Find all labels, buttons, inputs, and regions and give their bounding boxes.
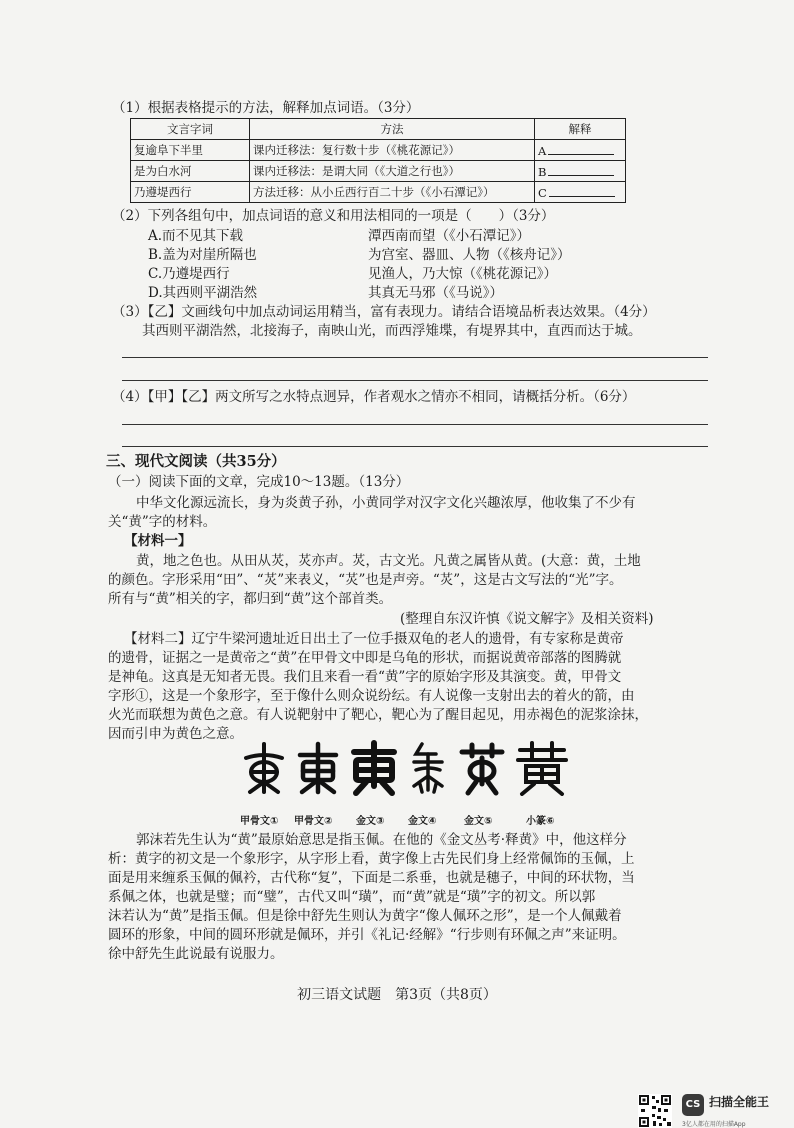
- intro-line: 关“黄”字的材料。: [108, 514, 217, 530]
- q3-quote: 其西则平湖浩然，北接海子，南映山光，而西浮雉堞，有堤界其中，直西而达于城。: [142, 323, 642, 339]
- q2-option-right: 潭西南而望（《小石潭记》）: [368, 228, 530, 244]
- table-cell-answer: [535, 182, 626, 203]
- q2-option-right: 为宫室、器皿、人物（《核舟记》）: [368, 247, 571, 263]
- material2-line: 火光而联想为黄色之意。有人说靶射中了靶心，靶心为了醒目起见，用赤褐色的泥浆涂抹，: [108, 707, 648, 723]
- material-title: 【材料一】: [124, 533, 192, 549]
- table-cell-answer: [535, 161, 626, 182]
- material2-line: 因而引申为黄色之意。: [108, 726, 243, 742]
- material3-line: 析：黄字的初文是一个象形字，从字形上看，黄字像上古先民们身上经常佩饰的玉佩，上: [108, 851, 635, 867]
- q1-prompt: （1）根据表格提示的方法，解释加点词语。（3分）: [112, 100, 420, 116]
- page-footer: 初三语文试题 第3页（共8页）: [297, 987, 497, 1003]
- table-header: 文言字词: [131, 119, 250, 140]
- glyph-label: 金文④: [408, 816, 437, 827]
- q2-option-right: 其真无马邪（《马说》）: [368, 285, 503, 301]
- material2-line: 的遗骨，证据之一是黄帝之“黄”在甲骨文中即是乌龟的形状，而据说黄帝部落的图腾就: [108, 650, 622, 666]
- material2-line: 是神龟。这真是无知者无畏。我们且来看一看“黄”字的原始字形及其演变。黄，甲骨文: [108, 669, 622, 685]
- oracle-bone-glyph-2: [290, 740, 346, 796]
- answer-line: [122, 446, 708, 447]
- table-header: 方法: [250, 119, 535, 140]
- table-cell-answer: [535, 140, 626, 161]
- q2-option-left: B.盖为对崖所隔也: [148, 247, 257, 263]
- table-cell-word: 乃遵堤西行: [131, 182, 250, 203]
- material3-line: 系佩之体，也就是璧；而“璧”，古代又叫“璜”，而“黄”就是“璜”字的初文。所以郭: [108, 889, 596, 905]
- material1-line: 所有与“黄”相关的字，都归到“黄”这个部首类。: [108, 591, 393, 607]
- material3-line: 面是用来缠系玉佩的佩衿，古代称“复”，下面是二系垂，也就是穗子，中间的环状物，当: [108, 870, 635, 886]
- answer-line: [122, 357, 708, 358]
- material3-line: 圆环的形象，中间的圆环形就是佩环，并引《礼记·经解》“行步则有环佩之声”来证明。: [108, 927, 626, 943]
- table-row: [131, 182, 626, 203]
- answer-label: A: [538, 143, 547, 158]
- q4-prompt: （4）【甲】【乙】两文所写之水特点迥异，作者观水之情亦不相同，请概括分析。（6分）: [112, 389, 636, 405]
- table-cell-word: 复逾阜下半里: [131, 140, 250, 161]
- table-header-row: [131, 119, 626, 140]
- q2-prompt: （2）下列各组句中，加点词语的意义和用法相同的一项是（ ）（3分）: [112, 208, 555, 224]
- table-header: 解释: [535, 119, 626, 140]
- material3-line: 徐中舒先生此说最有说服力。: [108, 946, 284, 962]
- answer-label: B: [538, 164, 547, 179]
- q2-option-right: 见渔人，乃大惊（《桃花源记》）: [368, 266, 557, 282]
- answer-blank: [548, 143, 614, 155]
- glyph-label: 甲骨文②: [294, 816, 333, 827]
- glyph-label: 甲骨文①: [240, 816, 279, 827]
- material1-line: 的颜色。字形采用“田”、“炗”来表义，“炗”也是声旁。“炗”，这是古文写法的“光”字。: [108, 572, 623, 588]
- watermark-tagline: 3亿人都在用的扫描App: [682, 1121, 746, 1128]
- answer-blank: [548, 164, 614, 176]
- glyph-label: 金文③: [356, 816, 385, 827]
- bronze-glyph-4: [400, 740, 456, 796]
- glyph-label: 小篆⑥: [526, 816, 555, 827]
- bronze-glyph-3: [346, 740, 402, 796]
- method-table: [130, 118, 626, 203]
- camscanner-logo-icon: CS: [682, 1094, 704, 1116]
- material2-line: 【材料二】辽宁牛梁河遗址近日出土了一位手摄双龟的老人的遗骨，有专家称是黄帝: [124, 631, 624, 647]
- q3-prompt: （3）【乙】文画线句中加点动词运用精当，富有表现力。请结合语境品析表达效果。（4分）: [112, 304, 656, 320]
- section-heading: 三、现代文阅读（共35分）: [106, 453, 286, 470]
- q2-option-left: A.而不见其下载: [148, 228, 244, 244]
- table-row: [131, 161, 626, 182]
- table-cell-method: 方法迁移：从小丘西行百二十步（《小石潭记》）: [250, 182, 535, 203]
- material1-source: (整理自东汉许慎《说文解字》及相关资料): [400, 611, 654, 627]
- glyph-label: 金文⑤: [464, 816, 493, 827]
- table-row: [131, 140, 626, 161]
- material1-line: 黄，地之色也。从田从炗，炗亦声。炗，古文光。凡黄之属皆从黄。(大意：黄，土地: [136, 553, 641, 569]
- q2-option-left: C.乃遵堤西行: [148, 266, 230, 282]
- answer-label: C: [538, 185, 547, 200]
- bronze-glyph-5: [454, 740, 510, 796]
- oracle-bone-glyph-1: [236, 740, 292, 796]
- q2-option-left: D.其西则平湖浩然: [148, 285, 258, 301]
- small-seal-glyph-6: [512, 740, 572, 796]
- intro-line: 中华文化源远流长，身为炎黄子孙，小黄同学对汉字文化兴趣浓厚，他收集了不少有: [136, 495, 636, 511]
- answer-line: [122, 380, 708, 381]
- table-cell-method: 课内迁移法：是谓大同（《大道之行也》）: [250, 161, 535, 182]
- watermark-brand: 扫描全能王: [709, 1095, 770, 1109]
- answer-line: [122, 424, 708, 425]
- table-cell-word: 是为白水河: [131, 161, 250, 182]
- qr-code-icon: [638, 1094, 672, 1128]
- table-cell-method: 课内迁移法：复行数十步（《桃花源记》）: [250, 140, 535, 161]
- material3-line: 沫若认为“黄”是指玉佩。但是徐中舒先生则认为黄字“像人佩环之形”，是一个人佩戴着: [108, 908, 622, 924]
- material3-line: 郭沫若先生认为“黄”最原始意思是指玉佩。在他的《金文丛考·释黄》中，他这样分: [136, 832, 627, 848]
- section-subheading: （一）阅读下面的文章，完成10～13题。（13分）: [108, 474, 410, 490]
- answer-blank: [549, 185, 615, 197]
- material2-line: 字形①，这是一个象形字，至于像什么则众说纷纭。有人说像一支射出去的着火的箭，由: [108, 688, 635, 704]
